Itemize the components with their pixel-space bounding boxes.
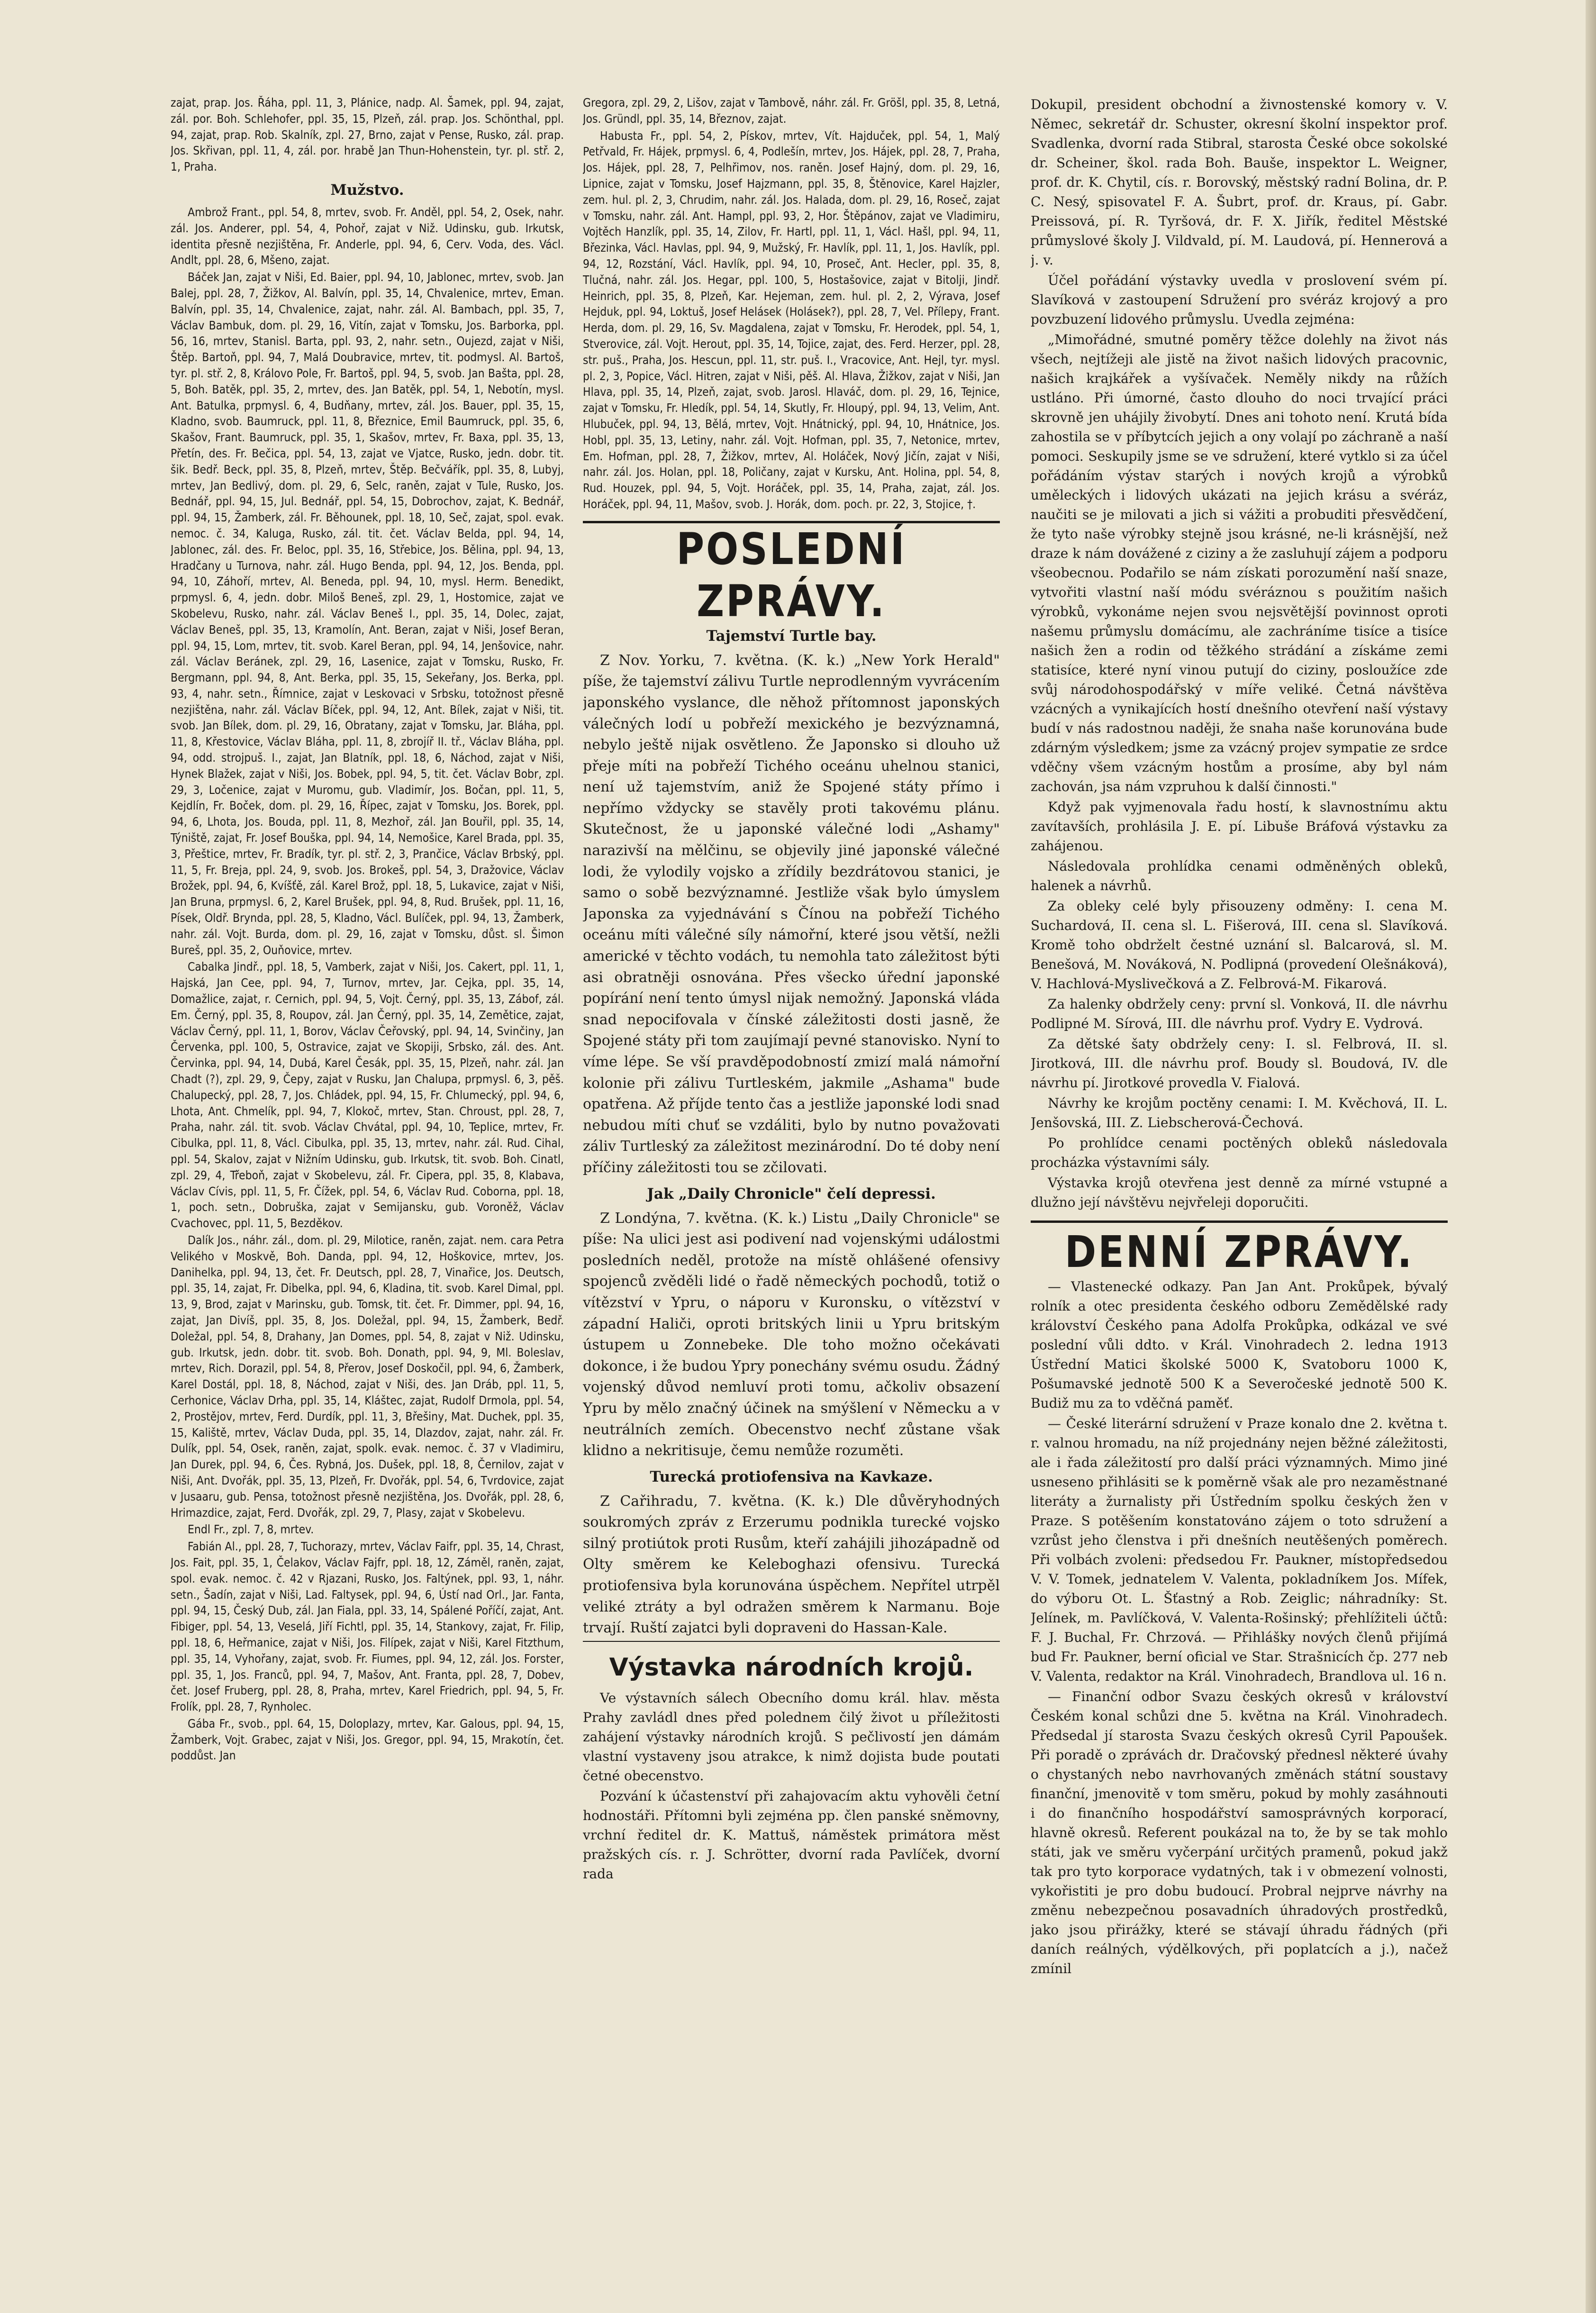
article-body-vystavka-1: Ve výstavních sálech Obecního domu král. hlav. města Prahy zavládl dnes před polednem čilý život u příležitosti zahájení výstavky národních krojů. S pečlivostí jen dámám vlastní vystaveny jsou atrakce, k nimž dojista bude poutati četné obecenstvo. xyxy=(583,1690,1000,1784)
list-paragraph-g: Gába Fr., svob., ppl. 64, 15, Doloplazy, mrtev, Kar. Galous, ppl. 94, 15, Žamberk, Vojt. Grabec, zajat v Niši, Jos. Gregor, ppl. 94, 15, Mrakotín, čet. poddůst. Jan xyxy=(171,1716,564,1763)
list-paragraph-c: Cabalka Jindř., ppl. 18, 5, Vamberk, zajat v Niši, Jos. Cakert, ppl. 11, 1, Hajská, Jan Cee, ppl. 94, 7, Turnov, mrtev, Jar. Cejka, ppl. 35, 14, Domažlice, zajat, r. Cernich, ppl. 94, 5, Vojt. Černý, ppl. 35, 13, Zábof, zál. Em. Černý, ppl. 35, 8, Roupov, zál. Jan Černý, ppl. 35, 14, Zemětice, zajat, Václav Černý, ppl. 11, 1, Borov, Václav Čeřovský, ppl. 94, 14, Svinčiny, Jan Červenka, ppl. 100, 5, Ostravice, zajat ve Skopiji, Srbsko, zál. des. Ant. Červinka, ppl. 94, 14, Dubá, Karel Česák, ppl. 35, 15, Plzeň, nahr. zál. Jan Chadt (?), zpl. 29, 9, Čepy, zajat v Rusku, Jan Chalupa, prpmysl. 6, 3, pěš. Chalupecký, ppl. 28, 7, Jos. Chládek, ppl. 94, 15, Fr. Chlumecký, ppl. 94, 6, Lhota, Ant. Chmelík, ppl. 94, 7, Klokoč, mrtev, Stan. Chroust, ppl. 28, 7, Praha, nahr. zál. tit. svob. Václav Chvátal, ppl. 94, 10, Teplice, mrtev, Fr. Cibulka, ppl. 11, 8, Václ. Cibulka, ppl. 35, 13, mrtev, nahr. zál. Rud. Cihal, ppl. 54, Skalov, zajat v Nižním Udinsku, gub. Irkutsk, tit. svob. Boh. Cinatl, zpl. 29, 4, Třeboň, zajat v Skobelevu, zál. Fr. Cipera, ppl. 35, 8, Klabava, Václav Cívis, ppl. 11, 5, Fr. Čížek, ppl. 54, 6, Václav Rud. Coborna, ppl. 18, 1, poch. setn., Dobruška, zajat v Semijansku, gub. Voroněž, Václav Cvachovec, ppl. 11, 5, Bezděkov. xyxy=(171,960,564,1230)
vystavka-continued-3: „Mimořádné, smutné poměry těžce dolehly na život nás všech, nejtížeji ale jistě na život našich lidových pracovnic, našich krajkářek a vyšívaček. Neměly nikdy na růžích ustláno. Při úmorné, často dlouho do noci trvající práci skrovně jen uhájily živobytí. Dnes ani tohoto není. Krutá bída zahostila se v příbytcích jejich a ony volají po záchraně a naší pomoci. Seskupily jsme se ve sdružení, které vytklo si za účel pořádáním výstav starých i nových krojů a výrobků uměleckých i lidových ukázati na jejich krásu a svéráz, naučiti se je milovati a jich si vážiti a probuditi přesvědčení, že tyto naše výrobky stejně jsou krásné, ne-li krásnější, než draze k nám dovážené z ciziny a že zasluhují zájem a podporu všeobecnou. Podařilo se nám získati porozumění naší snaze, vytvořiti vlastní naší módu svéráznou s použitím našich výrobků, vykonáme nejen svou nejsvětější povinnost oproti našemu průmyslu domácímu, ale zachráníme tisíce a tisíce našich žen a rodin od těžkého strádání a získáme zemi statisíce, které nyní vinou putují do ciziny, posloužíce zde svůj národohospodářský v míře veliké. Četná návštěva vzácných a vynikajících hostí dnešního otevření naší výstavy budí v nás radostnou naději, že snaha naše korunována bude zdárným výsledkem; jsme za vzácný projev sympatie ze srdce vděčny všem vzácným hostům a prosíme, aby byl nám zachován, jsa nám vzpruhou k další činnosti." xyxy=(1031,332,1448,794)
list-paragraph-h: Gregora, zpl. 29, 2, Lišov, zajat v Tambově, náhr. zál. Fr. Gröšl, ppl. 35, 8, Letná, Jos. Gründl, ppl. 35, 14, Březnov, zajat. xyxy=(583,96,1000,126)
news-item-odkazy: — Vlastenecké odkazy. Pan Jan Ant. Prokůpek, bývalý rolník a otec presidenta českého odboru Zemědělské rady království Českého pana Adolfa Prokůpka, odkázal ve své poslední vůli ddto. v Král. Vinohradech 2. ledna 1913 Ústřední Matici školské 5000 K, Svatoboru 1000 K, Pošumavské jednotě 500 K a Severočeské jednotě 500 K. Budiž mu za to vděčná paměť. xyxy=(1031,1279,1448,1411)
list-paragraph-a: Ambrož Frant., ppl. 54, 8, mrtev, svob. Fr. Anděl, ppl. 54, 2, Osek, nahr. zál. Jos. Anderer, ppl. 54, 4, Pohoř, zajat v Niž. Udinsku, gub. Irkutsk, identita přesně nezjištěna, Fr. Anderle, ppl. 94, 6, Cerv. Voda, des. Václ. Andlt, ppl. 28, 6, Mšeno, zajat. xyxy=(171,205,564,267)
vystavka-continued-1: Dokupil, president obchodní a živnostenské komory v. V. Němec, sekretář dr. Schuster, okresní školní inspektor prof. Svadlenka, dvorní rada Stibral, starosta České obce sokolské dr. Scheiner, škol. rada Boh. Bauše, inspektor L. Weigner, prof. dr. K. Chytil, cís. r. Borovský, městský radní Bolina, dr. P. C. Nesý, spisovatel F. A. Šubrt, prof. dr. Kraus, pí. Gabr. Preissová, pí. R. Tyršová, dr. F. X. Jiřík, ředitel Městské průmyslové školy J. Vildvald, pí. M. Laudová, pí. Hennerová a j. v. xyxy=(1031,97,1448,268)
article-title-daily-chronicle: Jak „Daily Chronicle" čelí depressi. xyxy=(647,1185,936,1202)
vystavka-continued-9: Návrhy ke krojům poctěny cenami: I. M. Kvěchová, II. L. Jenšovská, III. Z. Liebscherová-Čechová. xyxy=(1031,1095,1448,1130)
article-title-kavkaz: Turecká protiofensiva na Kavkaze. xyxy=(650,1468,933,1485)
news-item-literarni-sdruzeni: — České literární sdružení v Praze konalo dne 2. května t. r. valnou hromadu, na níž projednány nejen běžné záležitosti, ale i řada záležitostí pro další práci významných. Mimo jiné usneseno přihlásiti se k poměrně však ale pro nezaměstnané literáty a žurnalisty při Ústředním spolku českých žen v Praze. S potěšením konstatováno zájem o toto sdružení a vzrůst jeho členstva i při dnešních neutěšených poměrech. Při volbách zvoleni: předsedou Fr. Paukner, místopředsedou V. V. Tomek, jednatelem V. Valenta, pokladníkem Jos. Mífek, do výboru Ot. L. Šťastný a Rob. Zeiglic; náhradníky: St. Jelínek, m. Pavlíčková, V. Valenta-Rošinský; přehlížiteli účtů: F. J. Buchal, Fr. Chrzová. — Přihlášky nových členů přijímá bud Fr. Paukner, berní oficial ve Star. Strašnicích čp. 277 neb V. Valenta, redaktor na Král. Vinohradech, Brandlova ul. 16 n. xyxy=(1031,1416,1448,1684)
vystavka-continued-7: Za halenky obdržely ceny: první sl. Vonková, II. dle návrhu Podlipné M. Sírová, III. dle návrhu prof. Vydry E. Vydrová. xyxy=(1031,996,1448,1031)
article-title-turtle-bay: Tajemství Turtle bay. xyxy=(706,627,877,645)
vystavka-continued-8: Za dětské šaty obdržely ceny: I. sl. Felbrová, II. sl. Jirotková, III. dle návrhu prof. Boudy sl. Boudová, IV. dle návrhu pí. Jirotkové provedla V. Fialová. xyxy=(1031,1036,1448,1091)
article-body-kavkaz: Z Cařihradu, 7. května. (K. k.) Dle důvěryhodných soukromých zpráv z Erzerumu podnikla turecké vojsko silný protiútok proti Rusům, kteří zahájili jihozápadně od Olty směrem ke Keleboghazi ofensivu. Turecká protiofensiva byla korunována úspěchem. Nepřítel utrpěl veliké ztráty a byl odražen směrem k Narmanu. Boje trvají. Ruští zajatci byli dopraveni do Hassan-Kale. xyxy=(583,1493,1000,1637)
headline-denni-zpravy: DENNÍ ZPRÁVY. xyxy=(1064,1226,1414,1277)
headline-posledni-zpravy: POSLEDNÍ ZPRÁVY. xyxy=(676,523,907,627)
headline-rule-2 xyxy=(1031,1220,1448,1223)
column-news xyxy=(583,95,1000,2294)
list-intro: zajat, prap. Jos. Řáha, ppl. 11, 3, Plánice, nadp. Al. Šamek, ppl. 94, zajat, zál. por. Boh. Schlehofer, ppl. 35, 15, Plzeň, zál. prap. Jos. Schönthal, ppl. 94, zajat, prap. Rob. Skalník, zpl. 27, Brno, zajat v Pense, Rusko, zál. prap. Jos. Skřivan, ppl. 11, 4, zál. por. hrabě Jan Thun-Hohenstein, tyr. pl. stř. 2, 1, Praha. xyxy=(171,96,564,174)
vystavka-continued-6: Za obleky celé byly přisouzeny odměny: I. cena M. Suchardová, II. cena sl. L. Fišerová, III. cena sl. Slavíková. Kromě toho obdrželt čestné uznání sl. Balcarová, sl. M. Benešová, M. Nováková, N. Podlipná (provedení Olešnáková), V. Hachlová-Myslivečková a Z. Felbrová-M. Fikarová. xyxy=(1031,898,1448,992)
list-paragraph-f: Fabián Al., ppl. 28, 7, Tuchorazy, mrtev, Václav Faifr, ppl. 35, 14, Chrast, Jos. Fait, ppl. 35, 1, Čelakov, Václav Fajfr, ppl. 18, 12, Záměl, raněn, zajat, spol. evak. nemoc. č. 42 v Rjazani, Rusko, Jos. Faltýnek, ppl. 93, 1, náhr. setn., Šadín, zajat v Niši, Lad. Faltysek, ppl. 94, 6, Ústí nad Orl., Jar. Fanta, ppl. 94, 15, Český Dub, zál. Jan Fiala, ppl. 33, 14, Spálené Poříčí, zajat, Ant. Fibiger, ppl. 54, 13, Veselá, Jiří Fichtl, ppl. 35, 14, Stankovy, zajat, Fr. Filip, ppl. 18, 6, Heřmanice, zajat v Niši, Jos. Filípek, zajat v Niši, Karel Fitzthum, ppl. 35, 14, Vyhořany, zajat, svob. Fr. Fiumes, ppl. 94, 12, zál. Jos. Forster, ppl. 35, 1, Jos. Franců, ppl. 94, 7, Mašov, Ant. Franta, ppl. 28, 7, Dobev, čet. Josef Fruberg, ppl. 28, 8, Praha, mrtev, Karel Friedrich, ppl. 94, 5, Fr. Frolík, ppl. 28, 7, Rynholec. xyxy=(171,1539,564,1714)
vystavka-continued-11: Výstavka krojů otevřena jest denně za mírné vstupné a dlužno její návštěvu nejvřeleji doporučiti. xyxy=(1031,1175,1448,1210)
vystavka-continued-4: Když pak vyjmenovala řadu hostí, k slavnostnímu aktu zavítavších, prohlásila J. E. pí. Libuše Bráfová výstavku za zahájenou. xyxy=(1031,799,1448,854)
article-body-turtle-bay: Z Nov. Yorku, 7. května. (K. k.) „New York Herald" píše, že tajemství zálivu Turtle neprodlenným vyvrácením japonského vyslance, dle něhož přítomnost japonských válečných lodí u pobřeží mexického je bezvýznamná, nebylo ještě nijak osvětleno. Že Japonsko si dlouho už přeje míti na pobřeží Tichého oceánu uhelnou stanici, není už tajemstvím, aniž že Spojené státy přímo i nepřímo vždycky se stavěly proti takovému plánu. Skutečnost, že u japonské válečné lodi „Ashamy" narazivší na mělčinu, se objevily jiné japonské válečné lodi, že vylodily vojsko a zřídily bezdrátovou stanici, je samo o sobě bezvýznamné. Jestliže však bylo úmyslem Japonska za vyjednávání s Čínou na pobřeží Tichého oceánu míti válečné síly námořní, které jsou větší, nežli americké v těchto vodách, tu nemohla tato záležitost býti asi obratněji osnována. Přes všecko úřední japonské popírání není tento úmysl nijak nemožný. Japonská vláda snad nepocifovala v čínské záležitosti dosti jasně, že Spojené státy při tom zaujímají pevné stanovisko. Nyní to víme lépe. Se vší pravděpodobností zmizí malá námořní kolonie při zálivu Turtleském, jakmile „Ashama" bude opatřena. Až příjde tento čas a jestliže japonské lodi snad nebudou míti chuť se vzdáliti, bylo by nutno považovati záliv Turtleský za záležitost mezinárodní. Do té doby není příčiny záležitosti tou se zčilovati. xyxy=(583,652,1000,1176)
list-paragraph-d: Dalík Jos., náhr. zál., dom. pl. 29, Milotice, raněn, zajat. nem. cara Petra Velikého v Moskvě, Boh. Danda, ppl. 94, 12, Hoškovice, mrtev, Jos. Danihelka, ppl. 94, 13, čet. Fr. Deutsch, ppl. 28, 7, Vinařice, Jos. Deutsch, ppl. 35, 14, zajat, Fr. Dibelka, ppl. 94, 6, Kladina, tit. svob. Karel Dimal, ppl. 13, 9, Brod, zajat v Marinsku, gub. Tomsk, tit. čet. Fr. Dimmer, ppl. 94, 16, zajat, Jan Divíš, ppl. 35, 8, Jos. Doležal, ppl. 94, 15, Žamberk, Bedř. Doležal, ppl. 54, 8, Drahany, Jan Domes, ppl. 54, 8, zajat v Niž. Udinsku, gub. Irkutsk, jedn. dobr. tit. svob. Boh. Donath, ppl. 94, 9, Ml. Boleslav, mrtev, Rich. Dorazil, ppl. 54, 8, Přerov, Josef Doskočil, ppl. 94, 6, Žamberk, Karel Dostál, ppl. 18, 8, Náchod, zajat v Niši, des. Jan Dráb, ppl. 11, 5, Cerhonice, Václav Drha, ppl. 35, 14, Kláštec, zajat, Rudolf Drmola, ppl. 54, 2, Prostějov, mrtev, Ferd. Durdík, ppl. 11, 3, Břešiny, Mat. Duchek, ppl. 35, 15, Kaliště, mrtev, Václav Duda, ppl. 35, 14, Dlazdov, zajat, nahr. zál. Fr. Dulík, ppl. 54, Osek, raněn, zajat, spolk. evak. nemoc. č. 37 v Vladimiru, Jan Durek, ppl. 94, 6, Čes. Rybná, Jos. Dušek, ppl. 18, 8, Černilov, zajat v Niši, Ant. Dvořák, ppl. 35, 13, Plzeň, Fr. Dvořák, ppl. 54, 6, Tvrdovice, zajat v Jusaaru, gub. Pensa, totožnost přesně nezjištěna, Jos. Dvořák, ppl. 28, 6, Hrimazdice, zajat, Ferd. Dvořák, zpl. 29, 7, Plasy, zajat v Skobelevu. xyxy=(171,1233,564,1520)
article-title-vystavka: Výstavka národních krojů. xyxy=(609,1653,974,1682)
news-item-financni-odbor: — Finanční odbor Svazu českých okresů v království Českém konal schůzi dne 5. května na Král. Vinohradech. Předsedal jí starosta Svazu českých okresů Cyril Papoušek. Při poradě o zprávách dr. Dračovský přednesl některé úvahy o chystaných nebo navrhovaných změnách státní soustavy finanční, jmenovitě v tom směru, pokud by mohly zasáhnouti i do finančního hospodářství samosprávných korporací, hlavně okresů. Referent poukázal na to, že by se tak mohlo státi, jak ve směru vyčerpání určitých pramenů, pokud jakž tak pro tyto korporace vydatných, tak i v obmezení volnosti, vykořistiti je pro dobu budoucí. Probral nejprve návrhy na změnu nebezpečnou posavadních úhradových prostředků, jako jsou přirážky, které se stávají úhradu řádných (při daních reálných, výdělkových, při poplatcích a j.), načež zmínil xyxy=(1031,1689,1448,1976)
vystavka-continued-2: Účel pořádání výstavky uvedla v proslovení svém pí. Slavíková v zastoupení Sdružení pro svéráz krojový a pro povzbuzení lidového průmyslu. Uvedla zejména: xyxy=(1031,273,1448,327)
list-paragraph-b: Báček Jan, zajat v Niši, Ed. Baier, ppl. 94, 10, Jablonec, mrtev, svob. Jan Balej, ppl. 28, 7, Žižkov, Al. Balvín, ppl. 35, 14, Chvalenice, mrtev, Eman. Balvín, ppl. 35, 14, Chvalenice, zajat, nahr. zál. Al. Bambach, ppl. 35, 7, Václav Bambuk, dom. pl. 29, 16, Vitín, zajat v Tomsku, Jos. Barborka, ppl. 56, 16, mrtev, Stanisl. Barta, ppl. 93, 2, nahr. setn., Oujezd, zajat v Niši, Štěp. Bartoň, ppl. 94, 7, Malá Doubravice, mrtev, tit. podmysl. Al. Bartoš, tyr. pl. stř. 2, 8, Královo Pole, Fr. Bartoš, ppl. 94, 5, svob. Jan Bašta, ppl. 28, 5, Boh. Batěk, ppl. 35, 2, mrtev, des. Jan Batěk, ppl. 54, 1, Nebotín, mysl. Ant. Batulka, prpmysl. 6, 4, Budňany, mrtev, zál. Jos. Bauer, ppl. 35, 15, Kladno, svob. Baumruck, ppl. 11, 8, Březnice, Emil Baumruck, ppl. 35, 6, Skašov, Frant. Baumruck, ppl. 35, 1, Skašov, mrtev, Fr. Baxa, ppl. 35, 13, Přetín, des. Fr. Bečica, ppl. 54, 13, zajat ve Vjatce, Rusko, jedn. dobr. tit. šik. Bedř. Beck, ppl. 35, 8, Plzeň, mrtev, Štěp. Bečvářík, ppl. 35, 8, Lubyj, mrtev, Jan Bedlivý, dom. pl. 29, 6, Selc, raněn, zajat v Tule, Rusko, Jos. Bednář, ppl. 94, 15, Jul. Bednář, ppl. 54, 15, Dobrochov, zajat, K. Bednář, ppl. 94, 15, Žamberk, zál. Fr. Běhounek, ppl. 18, 10, Seč, zajat, spol. evak. nemoc. č. 34, Kaluga, Rusko, zál. tit. čet. Václav Belda, ppl. 94, 14, Jablonec, zál. des. Fr. Beloc, ppl. 35, 16, Střebice, Jos. Bělina, ppl. 94, 13, Hradčany u Turnova, nahr. zál. Hugo Benda, ppl. 94, 12, Jos. Benda, ppl. 94, 10, Záhoří, mrtev, Al. Beneda, ppl. 94, 10, mysl. Herm. Benedikt, prpmysl. 6, 4, jedn. dobr. Miloš Beneš, zpl. 29, 1, Hostomice, zajat ve Skobelevu, Rusko, nahr. zál. Václav Beneš I., ppl. 35, 14, Dolec, zajat, Václav Beneš, ppl. 35, 13, Kramolín, Ant. Beran, zajat v Niši, Josef Beran, ppl. 94, 15, Lom, mrtev, tit. svob. Karel Beran, ppl. 94, 14, Jenšovice, nahr. zál. Václav Beránek, zpl. 29, 16, Lasenice, zajat v Tomsku, Rusko, Fr. Bergmann, ppl. 94, 8, Ant. Berka, ppl. 35, 15, Sekeřany, Jos. Berka, ppl. 93, 4, nahr. setn., Římnice, zajat v Leskovaci v Srbsku, totožnost přesně nezjištěna, nahr. zál. Václav Bíček, ppl. 94, 12, Ant. Bílek, zajat v Niši, tit. svob. Jan Bílek, dom. pl. 29, 16, Obratany, zajat v Tomsku, Jar. Bláha, ppl. 11, 8, Křestovice, Václav Bláha, ppl. 11, 8, zbrojíř II. tř., Václav Bláha, ppl. 94, odd. strojpuš. I., zajat, Jan Blatník, ppl. 18, 6, Náchod, zajat v Niši, Hynek Blažek, zajat v Niši, Jos. Bobek, ppl. 94, 5, tit. čet. Václav Bobr, zpl. 29, 3, Ločenice, zajat v Muromu, gub. Vladimír, Jos. Bočan, ppl. 11, 5, Kejdlín, Fr. Boček, dom. pl. 29, 16, Řípec, zajat v Tomsku, Jos. Borek, ppl. 94, 6, Lhota, Jos. Bouda, ppl. 11, 8, Mezhoř, zál. Jan Bouřil, ppl. 35, 14, Týniště, zajat, Fr. Josef Bouška, ppl. 94, 14, Nemošice, Karel Brada, ppl. 35, 3, Přeštice, mrtev, Fr. Bradík, tyr. pl. stř. 2, 3, Prančice, Václav Brbský, ppl. 11, 5, Fr. Breja, ppl. 24, 9, svob. Jos. Brokeš, ppl. 54, 3, Dražovice, Václav Brožek, ppl. 94, 6, Kvíšťě, zál. Karel Brož, ppl. 18, 5, Lukavice, zajat v Niši, Jan Bruna, prpmysl. 6, 2, Karel Brušek, ppl. 94, 8, Rud. Brušek, ppl. 11, 16, Písek, Oldř. Brynda, ppl. 28, 5, Kladno, Václ. Bulíček, ppl. 94, 13, Žamberk, nahr. zál. Vojt. Burda, dom. pl. 29, 16, zajat v Tomsku, důst. sl. Šimon Bureš, ppl. 35, 2, Ouňovice, mrtev. xyxy=(171,270,564,957)
vystavka-continued-10: Po prohlídce cenami poctěných obleků následovala procházka výstavními sály. xyxy=(1031,1135,1448,1170)
list-paragraph-i: Habusta Fr., ppl. 54, 2, Pískov, mrtev, Vít. Hajduček, ppl. 54, 1, Malý Petřvald, Fr. Hájek, prpmysl. 6, 4, Podlešín, mrtev, Jos. Hájek, ppl. 28, 7, Praha, Jos. Hájek, ppl. 28, 7, Pelhřimov, nos. raněn. Josef Hajný, dom. pl. 29, 16, Lipnice, zajat v Tomsku, Josef Hajzmann, ppl. 35, 8, Štěnovice, Karel Hajzler, zem. hul. pl. 2, 3, Chrudim, nahr. zál. Jos. Halada, dom. pl. 29, 16, Roseč, zajat v Tomsku, nahr. zál. Ant. Hampl, ppl. 93, 2, Hor. Štěpánov, zajat ve Vladimiru, Vojtěch Hanzlík, ppl. 35, 14, Zilov, Fr. Hartl, ppl. 11, 1, Václ. Hašl, ppl. 94, 11, Březinka, Václ. Havlas, ppl. 94, 9, Mužský, Fr. Havlík, ppl. 11, 1, Jos. Havlík, ppl. 94, 12, Rozstání, Václ. Havlík, ppl. 94, 10, Proseč, Ant. Hecler, ppl. 35, 8, Tlučná, nahr. zál. Jos. Hegar, ppl. 100, 5, Hostašovice, zajat v Bitolji, Jindř. Heinrich, ppl. 35, 8, Plzeň, Kar. Hejeman, zem. hul. pl. 2, 2, Výrava, Josef Hejduk, ppl. 94, Loktuš, Josef Helásek (Holásek?), ppl. 28, 7, Vel. Přílepy, Frant. Herda, dom. pl. 29, 16, Sv. Magdalena, zajat v Tomsku, Fr. Herodek, ppl. 54, 1, Stverovice, zál. Vojt. Herout, ppl. 35, 14, Tojice, zajat, des. Ferd. Herzer, ppl. 28, str. puš., Praha, Jos. Hescun, ppl. 11, str. puš. I., Vracovice, Ant. Hejl, tyr. mysl. pl. 2, 3, Popice, Václ. Hitren, zajat v Niši, pěš. Al. Hlava, Žižkov, zajat v Niši, Jan Hlava, ppl. 35, 14, Plzeň, zajat, svob. Jarosl. Hlaváč, dom. pl. 29, 16, Tejnice, zajat v Tomsku, Fr. Hledík, ppl. 54, 14, Skutly, Fr. Hloupý, ppl. 94, 13, Velim, Ant. Hlubuček, ppl. 94, 13, Bělá, mrtev, Vojt. Hnátnický, ppl. 94, 10, Hnátnice, Jos. Hobl, ppl. 35, 13, Letiny, nahr. zál. Vojt. Hofman, ppl. 35, 7, Netonice, mrtev, Em. Hofman, ppl. 28, 7, Žižkov, mrtev, Al. Holáček, Nový Jičín, zajat v Niši, nahr. zál. Jos. Holan, ppl. 18, Poličany, zajat v Kursku, Ant. Holina, ppl. 54, 8, Rud. Houzek, ppl. 94, 5, Vojt. Horáček, ppl. 35, 14, Praha, zajat, zál. Jos. Horáček, ppl. 94, 11, Mašov, svob. J. Horák, dom. poch. pr. 22, 3, Stojice, †. xyxy=(583,128,1000,511)
list-paragraph-e: Endl Fr., zpl. 7, 8, mrtev. xyxy=(188,1522,314,1537)
column-daily-news xyxy=(1031,95,1448,2294)
section-rule xyxy=(583,1641,1000,1642)
page-edge xyxy=(1586,0,1596,2313)
section-heading-muzstvo: Mužstvo. xyxy=(330,181,404,199)
column-casualty-list xyxy=(171,95,564,2294)
article-body-vystavka-2: Pozvání k účastenství při zahajovacím aktu vyhověli četní hodnostáři. Přítomni byli zejména pp. člen panské sněmovny, vrchní ředitel dr. K. Mattuš, náměstek primátora měst pražských cís. r. J. Schrötter, dvorní rada Pavlíček, dvorní rada xyxy=(583,1788,1000,1882)
vystavka-continued-5: Následovala prohlídka cenami odměněných obleků, halenek a návrhů. xyxy=(1031,858,1448,893)
article-body-daily-chronicle: Z Londýna, 7. května. (K. k.) Listu „Daily Chronicle" se píše: Na ulici jest asi podivení nad vojenskými událostmi posledních neděl, protože na místě ohlášené ofensivy spojenců zvěděli lidé o řadě německých pochodů, totiž o vítězství v Ypru, o náporu v Kuronsku, o vítězství v západní Haliči, oproti britských linii u Ypru britským ústupem u Zonnebeke. Dle toho možno očekávati dokonce, i že budou Ypry ponechány svému osudu. Žádný vojenský důvod nemluví proti tomu, ačkoliv obsazení Ypru by mělo značný účinek na smýšlení v Německu a v neutrálních zemích. Obecenstvo nechť zůstane však klidno a nekritisuje, čemu nemůže rozuměti. xyxy=(583,1210,1000,1459)
